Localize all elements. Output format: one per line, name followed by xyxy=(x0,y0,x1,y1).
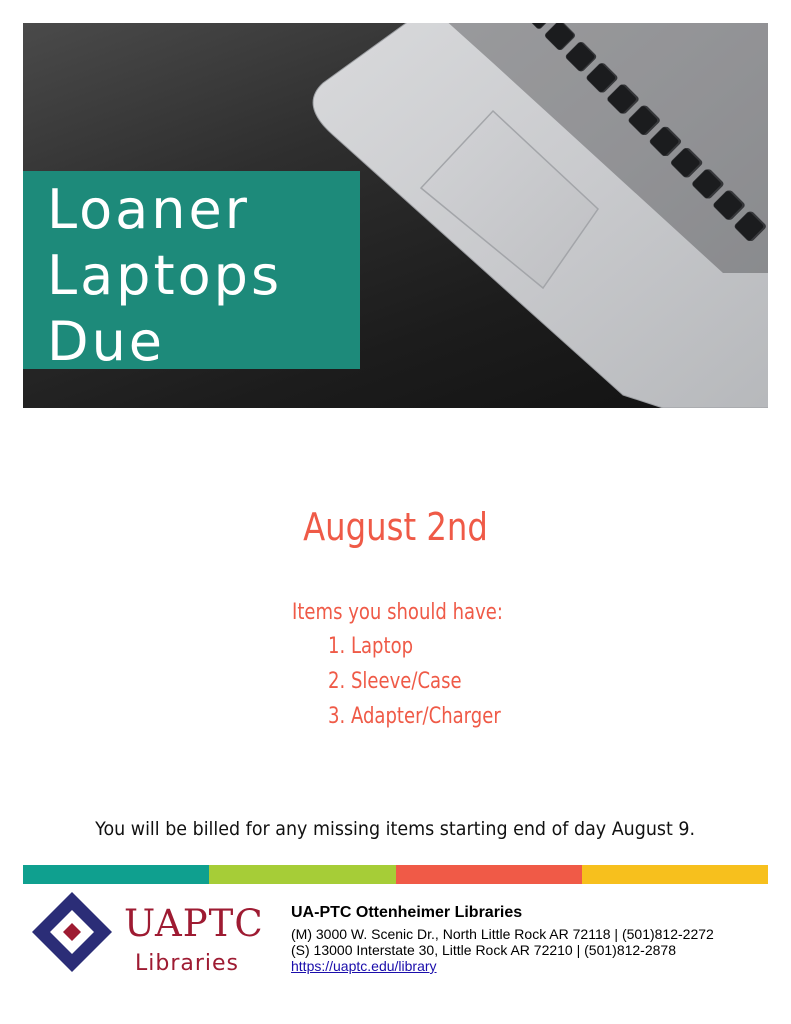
color-stripe xyxy=(23,865,768,884)
items-heading: Items you should have: xyxy=(292,600,503,625)
stripe-segment-green xyxy=(209,865,395,884)
logo-text: UAPTC xyxy=(124,902,264,945)
due-date: August 2nd xyxy=(303,505,488,549)
stripe-segment-yellow xyxy=(582,865,768,884)
uaptc-logo-icon xyxy=(30,890,114,974)
title-box xyxy=(23,171,360,373)
title-line-2: Laptops xyxy=(47,244,283,307)
logo-subtext: Libraries xyxy=(135,951,240,976)
billing-note xyxy=(0,818,791,840)
billing-note-text: You will be billed for any missing items starting end of day August 9. xyxy=(95,818,696,840)
list-item: 3. Adapter/Charger xyxy=(328,704,501,729)
hero-banner xyxy=(23,23,768,408)
library-link[interactable]: https://uaptc.edu/library xyxy=(291,958,437,974)
address-main-campus: (M) 3000 W. Scenic Dr., North Little Rock AR 72118 | (501)812-2272 xyxy=(291,926,714,942)
stripe-segment-red xyxy=(396,865,582,884)
list-item: 2. Sleeve/Case xyxy=(328,669,462,694)
stripe-segment-teal xyxy=(23,865,209,884)
list-item: 1. Laptop xyxy=(328,634,414,659)
title-line-1: Loaner xyxy=(47,178,250,241)
org-name: UA-PTC Ottenheimer Libraries xyxy=(291,904,523,921)
title-line-3: Due xyxy=(47,310,166,373)
address-south-campus: (S) 13000 Interstate 30, Little Rock AR 72210 | (501)812-2878 xyxy=(291,942,676,958)
